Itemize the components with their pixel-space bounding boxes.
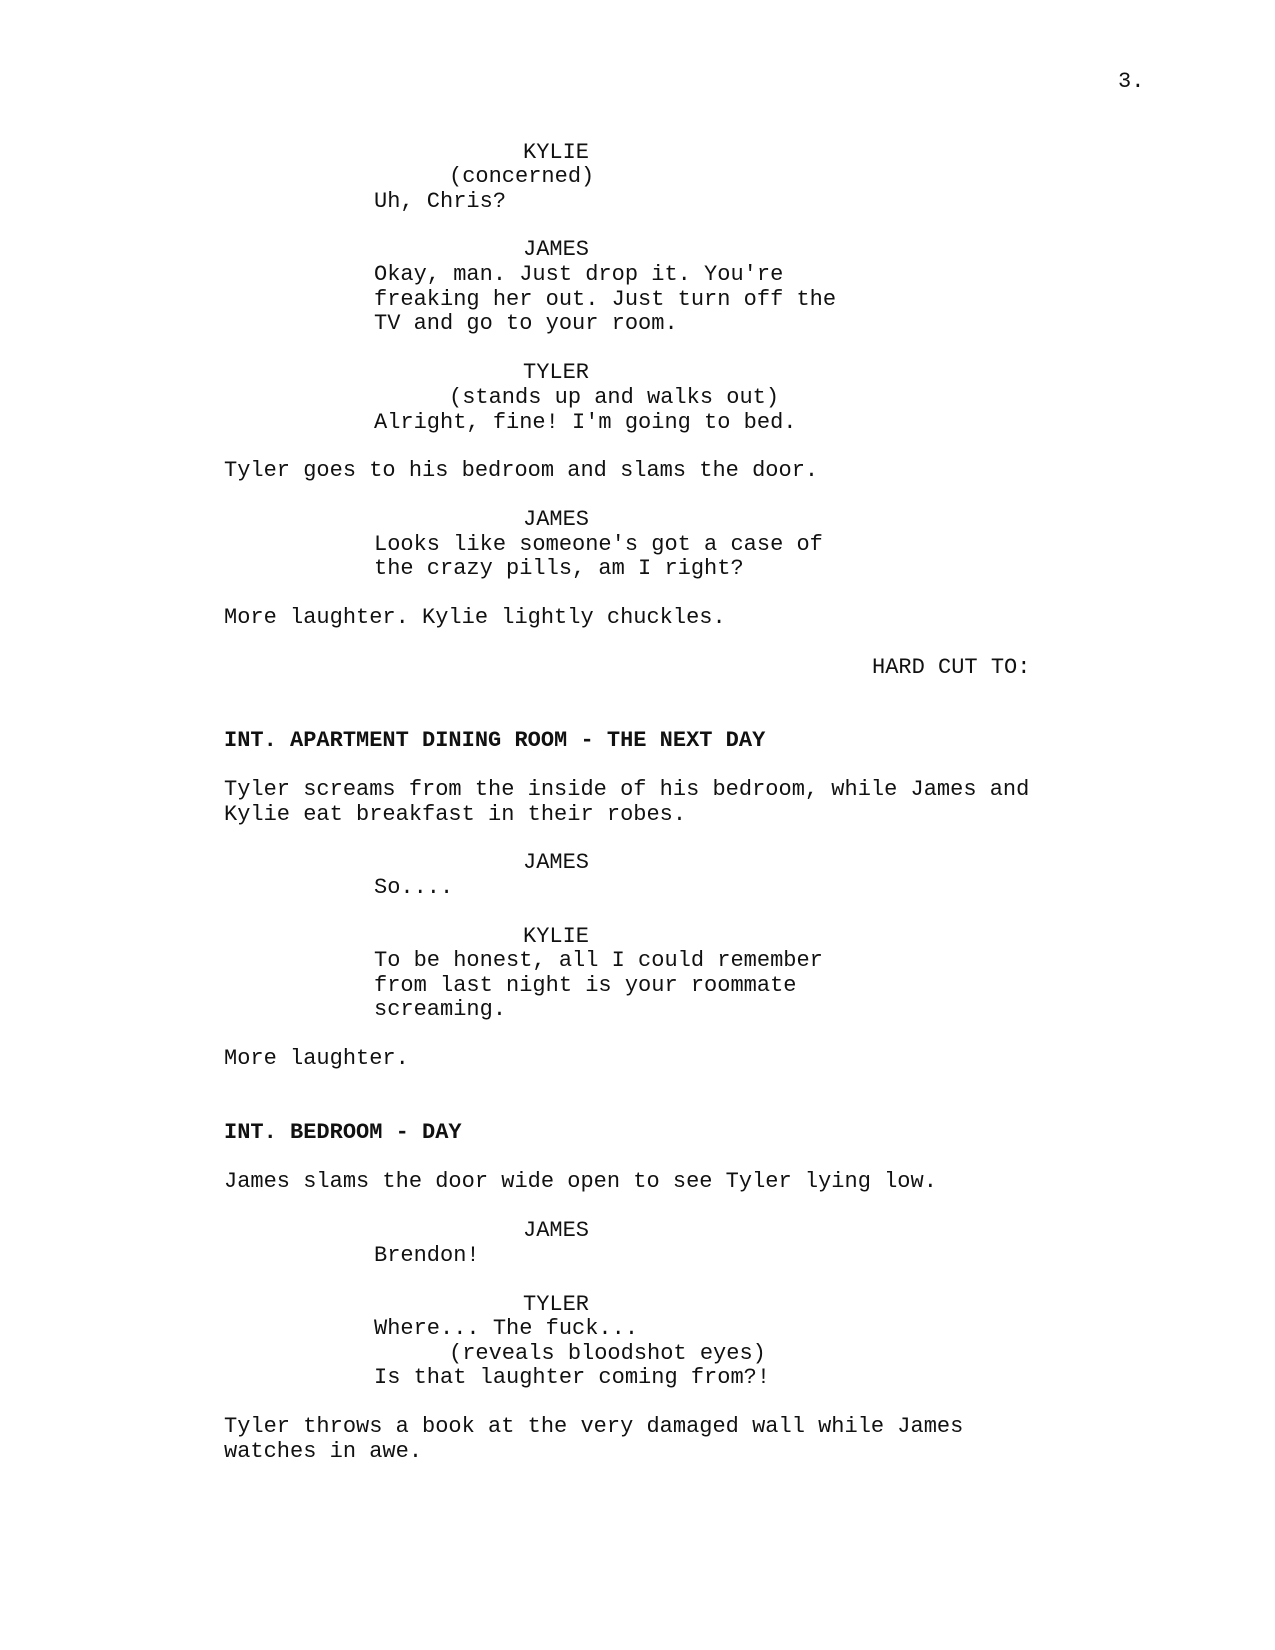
dialogue-line: the crazy pills, am I right? <box>374 556 744 581</box>
dialogue-line: screaming. <box>374 997 507 1022</box>
action-line: Tyler goes to his bedroom and slams the door. <box>224 458 819 483</box>
dialogue-line: Okay, man. Just drop it. You're <box>374 262 784 287</box>
dialogue-line: Brendon! <box>374 1243 480 1268</box>
action-line: watches in awe. <box>224 1439 423 1464</box>
dialogue-line: Looks like someone's got a case of <box>374 532 823 557</box>
page-number: 3. <box>1118 69 1145 94</box>
character-name: TYLER <box>523 360 590 385</box>
character-name: JAMES <box>523 237 590 262</box>
transition: HARD CUT TO: <box>872 655 1031 680</box>
character-name: JAMES <box>523 850 590 875</box>
parenthetical: (stands up and walks out) <box>449 385 780 410</box>
dialogue-line: freaking her out. Just turn off the <box>374 287 837 312</box>
character-name: KYLIE <box>523 140 590 165</box>
dialogue-line: Alright, fine! I'm going to bed. <box>374 410 797 435</box>
action-line: Tyler throws a book at the very damaged wall while James <box>224 1414 964 1439</box>
character-name: JAMES <box>523 507 590 532</box>
character-name: JAMES <box>523 1218 590 1243</box>
action-line: More laughter. Kylie lightly chuckles. <box>224 605 726 630</box>
action-line: More laughter. <box>224 1046 409 1071</box>
character-name: KYLIE <box>523 924 590 949</box>
dialogue-line: To be honest, all I could remember <box>374 948 823 973</box>
scene-heading: INT. APARTMENT DINING ROOM - THE NEXT DAY <box>224 728 766 753</box>
parenthetical: (reveals bloodshot eyes) <box>449 1341 766 1366</box>
character-name: TYLER <box>523 1292 590 1317</box>
action-line: Tyler screams from the inside of his bedroom, while James and <box>224 777 1030 802</box>
parenthetical: (concerned) <box>449 164 595 189</box>
dialogue-line: from last night is your roommate <box>374 973 797 998</box>
scene-heading: INT. BEDROOM - DAY <box>224 1120 462 1145</box>
dialogue-line: Uh, Chris? <box>374 189 507 214</box>
dialogue-line: Where... The fuck... <box>374 1316 639 1341</box>
dialogue-line: Is that laughter coming from?! <box>374 1365 771 1390</box>
action-line: Kylie eat breakfast in their robes. <box>224 802 687 827</box>
dialogue-line: So.... <box>374 875 454 900</box>
dialogue-line: TV and go to your room. <box>374 311 678 336</box>
action-line: James slams the door wide open to see Tyler lying low. <box>224 1169 937 1194</box>
